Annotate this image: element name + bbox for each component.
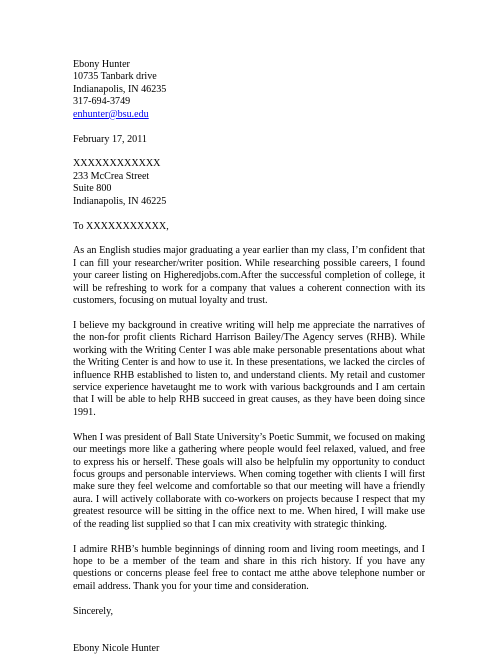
body-paragraph-2: I believe my background in creative writing will help me appreciate the narratives of the non-for profit clients Richard Harrison Bailey/The Agency serves (RHB). While working with the Writing Center I was able make personable presentations about what the Writing Center is and how to use it. In these presentations, we lacked the circles of influence RHB established to listen to, and understand clients. My retail and customer service experience havetaught me to work with various backgrounds and I am certain that I will be able to help RHB succeed in great causes, as they have been doing since 1991. [73,320,425,418]
closing: Sincerely, [73,605,113,617]
recipient-street: 233 McCrea Street [73,170,150,182]
recipient-suite: Suite 800 [73,183,112,195]
sender-address-block [73,59,425,121]
sender-email-link[interactable]: enhunter@bsu.edu [73,108,149,120]
signature-name: Ebony Nicole Hunter [73,642,160,654]
recipient-city-state-zip: Indianapolis, IN 46225 [73,195,167,207]
sender-name: Ebony Hunter [73,59,130,70]
body-paragraph-4: I admire RHB’s humble beginnings of dinning room and living room meetings, and I hope to be a member of the team and share in this rich history. If you have any questions or concerns please feel free to contact me atthe above telephone number or email address. Thank you for your time and consideration. [73,543,425,592]
sender-phone: 317-694-3749 [73,96,131,108]
body-paragraph-1: As an English studies major graduating a year earlier than my class, I’m confident that I can fill your researcher/writer position. While researching possible careers, I found your career listing on Higheredjobs.com.After the successful completion of college, it will be refreshing to work for a company that values a coherent connection with its customers, focusing on mutual loyalty and trust. [73,245,425,307]
letter-page [73,59,425,655]
body-paragraph-3: When I was president of Ball State University’s Poetic Summit, we focused on making our meetings more like a gathering where people would feel relaxed, valued, and free to express his or herself. These goals will also be helpfulin my opportunity to conduct focus groups and personable interviews. When coming together with clients I will first make sure they feel welcome and comfortable so that our meeting will have a friendly aura. I will actively collaborate with co-workers on projects because I respect that my greatest resource will be sitting in the office next to me. When hired, I will make use of the reading list supplied so that I can mix creativity with strategic thinking. [73,431,425,530]
sender-city-state-zip: Indianapolis, IN 46235 [73,83,167,95]
letter-body [73,245,425,593]
recipient-name: XXXXXXXXXXXX [73,158,161,170]
recipient-address-block [73,158,425,208]
sender-street: 10735 Tanbark drive [73,71,157,83]
salutation: To XXXXXXXXXXX, [73,220,169,232]
letter-date: February 17, 2011 [73,133,147,145]
